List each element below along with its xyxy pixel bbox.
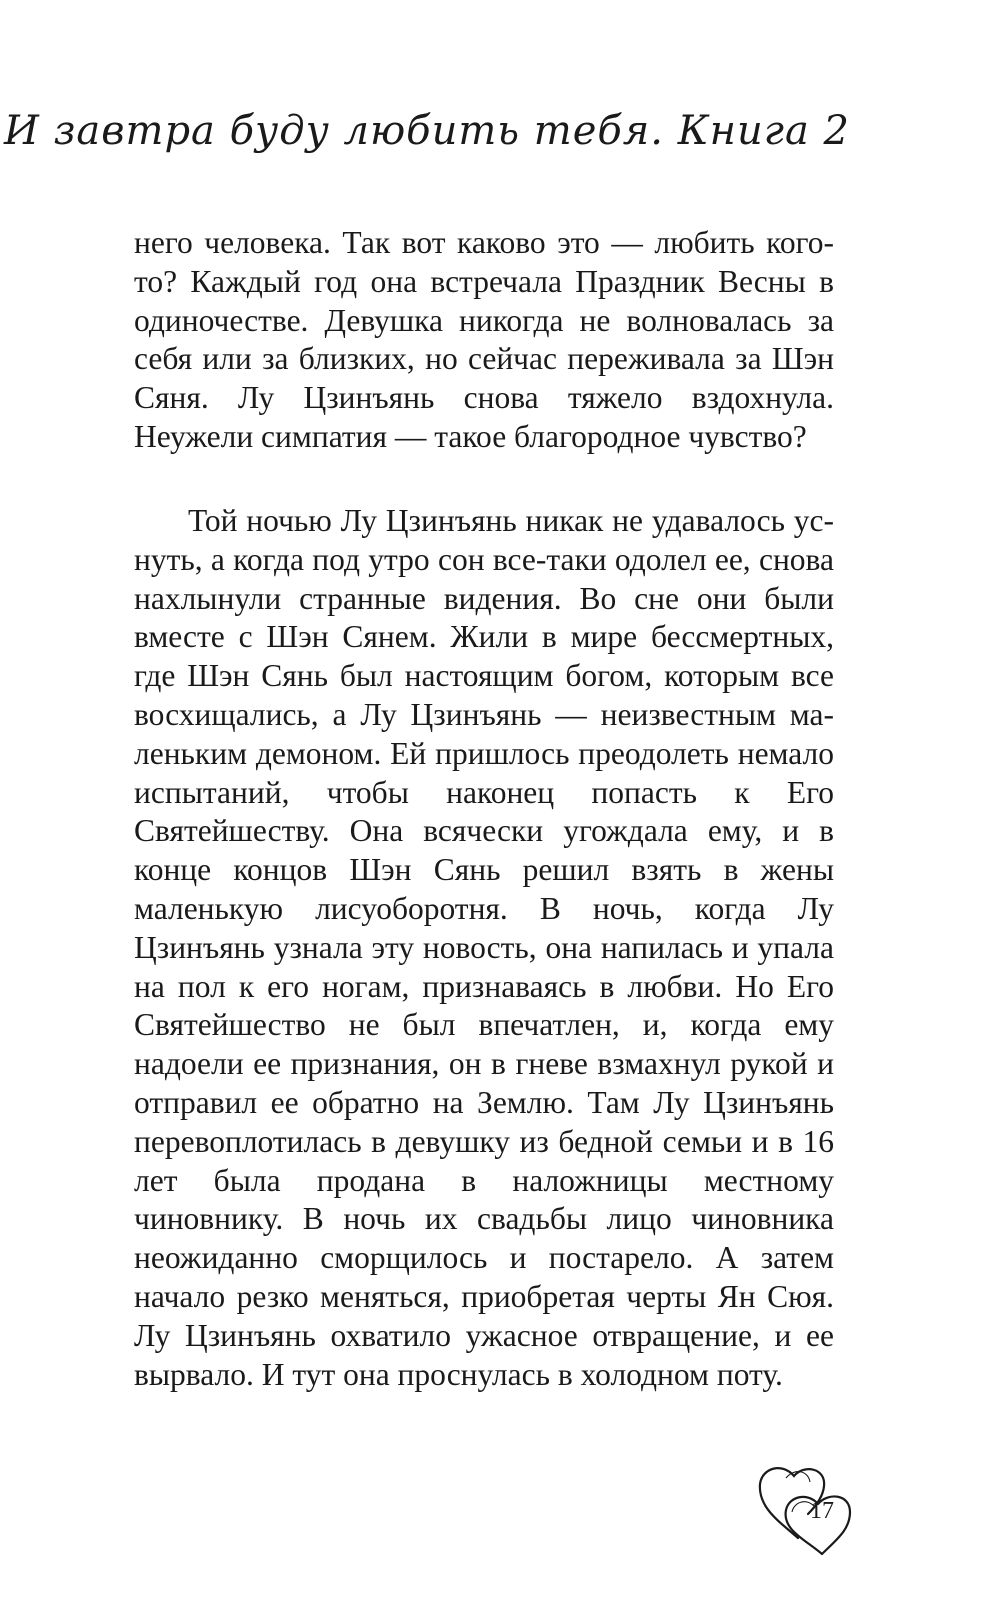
paragraph-1: него человека. Так вот каково это — любить кого-то? Каждый год она встречала Праздник Весны в одиночестве. Девушка никогда не волновалась за себя или за близких, но сейчас переживала за Шэн Сяня. Лу Цзинъянь снова тяжело вздохнула. Неужели симпатия — такое благородное чувство? — [134, 225, 834, 454]
paragraph-2: Той ночью Лу Цзинъянь никак не удавалось уснуть, а когда под утро сон все-таки одолел ее, снова нахлынули странные видения. Во сне они были вместе с Шэн Сянем. Жили в мире бессмертных, где Шэн Сянь был настоящим богом, которым все восхищались, а Лу Цзинъянь — неизвестным маленьким демоном. Ей пришлось преодолеть немало испытаний, чтобы наконец попасть к Его Святейшеству. Она всячески угождала ему, и в конце концов Шэн Сянь решил взять в жены маленькую лисуоборотня. В ночь, когда Лу Цзинъянь узнала эту новость, она напилась и упала на пол к его ногам, признаваясь в любви. Но Его Святейшество не был впечатлен, и, когда ему надоели ее признания, он в гневе взмахнул рукой и отправил ее обратно на Землю. Там Лу Цзинъянь перевоплотилась в девушку из бедной семьи и в 16 лет была продана в наложницы местному чиновнику. В ночь их свадьбы лицо чиновника неожиданно сморщилось и постарело. А затем начало резко меняться, приобретая черты Ян Сюя. Лу Цзинъянь охватило ужасное отвращение, и ее вырвало. И тут она проснулась в холодном поту. — [134, 503, 834, 1392]
page-number: 17 — [810, 1498, 834, 1524]
running-title: И завтра буду любить тебя. Книга 2 — [3, 108, 850, 154]
page-number-ornament — [752, 1442, 872, 1560]
